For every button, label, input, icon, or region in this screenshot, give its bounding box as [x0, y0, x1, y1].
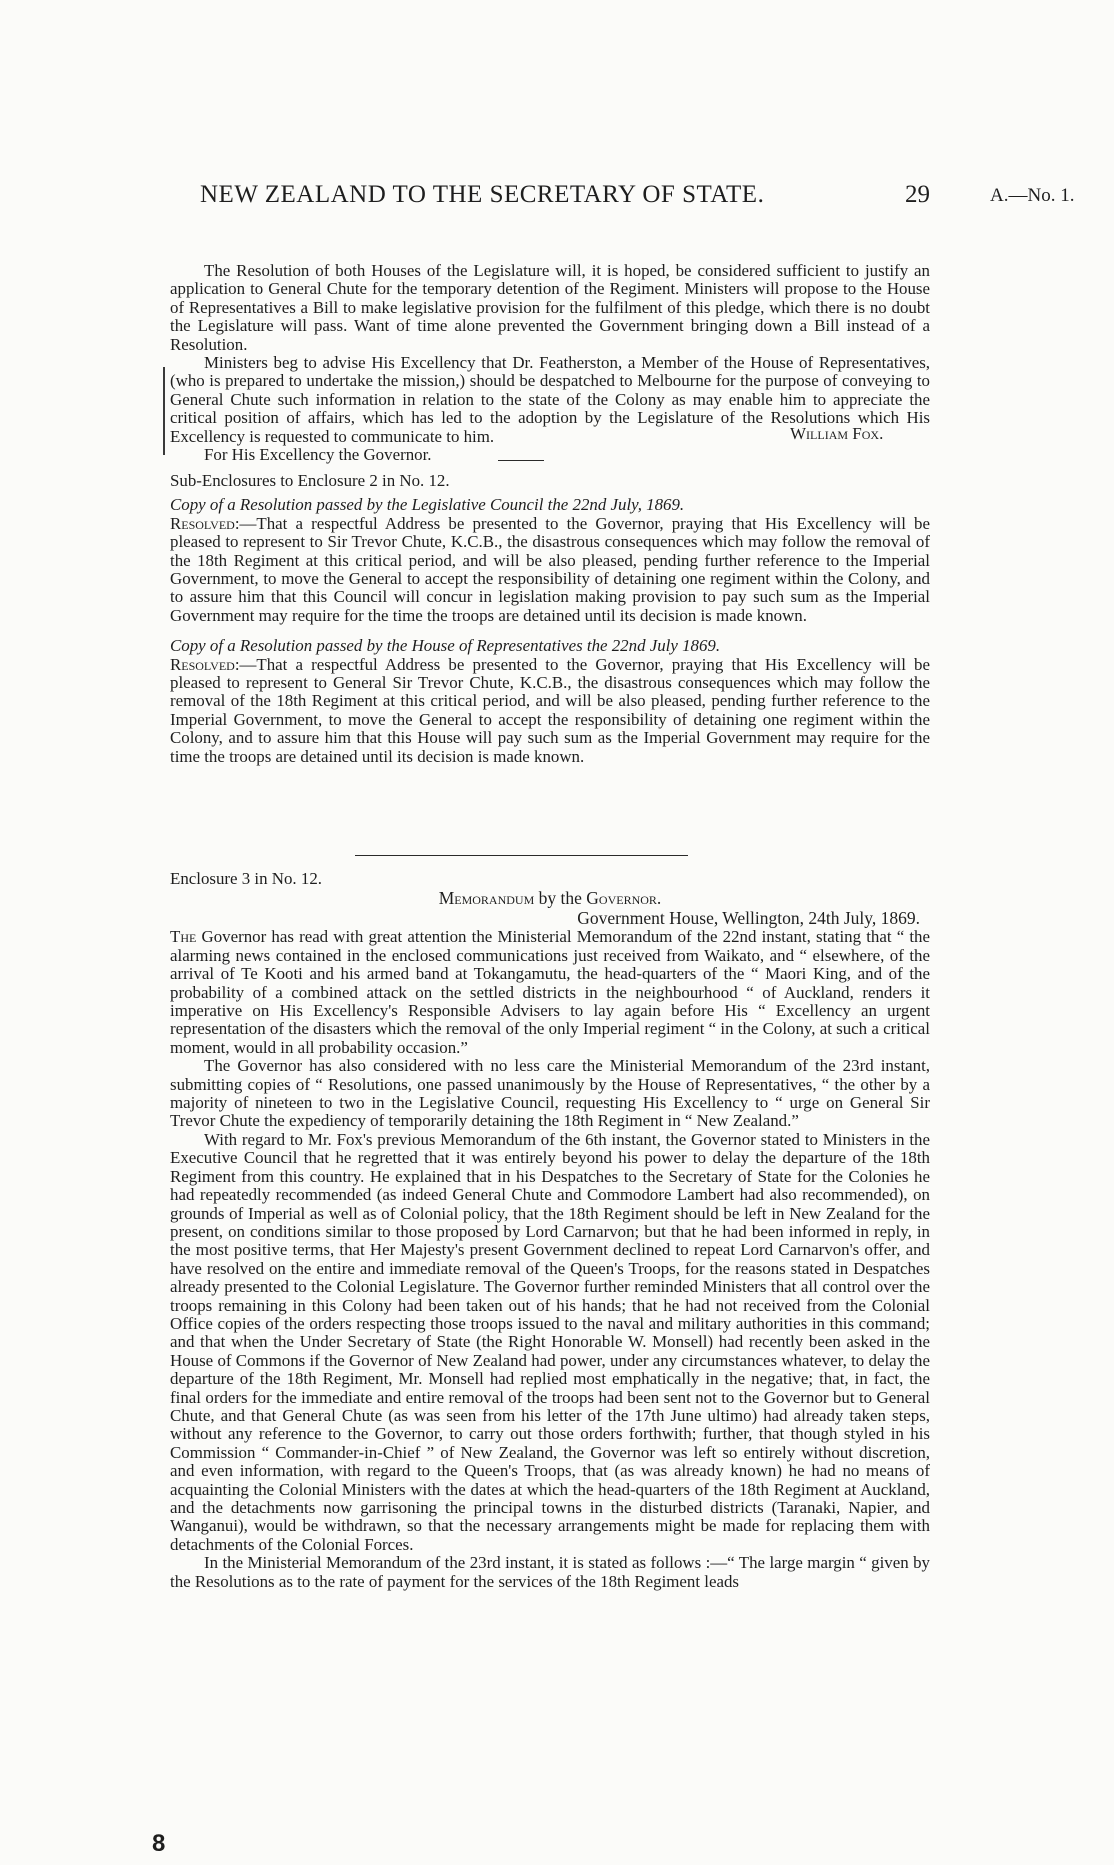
running-title: NEW ZEALAND TO THE SECRETARY OF STATE. [200, 181, 765, 208]
resolution-text: :—That a respectful Address be presented to the Governor, praying that His Excellency will be pleased to represent to Sir Trevor Chute, K.C.B., the disastrous consequences which may follow the removal of the 18th Regiment at this critical period, and will be also pleased, pending further reference to the Imperial Government, to move the General to accept the responsibility of detaining one regiment within the Colony, and to assure him that this Council will concur in legislation making provision to pay such sum as the Imperial Government may require for the time the troops are detained until its decision is made known. [170, 513, 930, 625]
enclosure3 [170, 870, 930, 1591]
memo-by: by the [538, 888, 582, 909]
resolved-label: Resolved [170, 513, 235, 533]
for-line: For His Excellency the Governor. [204, 445, 432, 465]
resolved-label: Resolved [170, 654, 235, 674]
memo-label: Memorandum [438, 888, 535, 909]
council-resolution [170, 515, 930, 625]
signature-mark: 8 [152, 1830, 166, 1857]
house-resolution-title: Copy of a Resolution passed by the House of Representatives the 22nd July 1869. [170, 636, 721, 656]
section-heading: Sub-Enclosures to Enclosure 2 in No. 12. [170, 471, 450, 490]
paragraph-text: Governor has read with great attention the Ministerial Memorandum of the 22nd instant, stating that “ the alarming news contained in the enclosed communications just received from Waikato, and “ elsewhere, of the arrival of Te Kooti and his armed band at Tokangamutu, the head-quarters of the “ Maori King, and of the probability of a combined attack on the settled districts in the neighbourhood “ of Auckland, renders it imperative on His Excellency's Responsible Advisers to lay again before His “ Excellency an urgent representation of the disasters which the removal of the only Imperial regiment “ in the Colony, at such a critical moment, would in all probability occasion.” [170, 927, 930, 1057]
council-resolution-title: Copy of a Resolution passed by the Legislative Council the 22nd July, 1869. [170, 495, 685, 515]
paragraph: The Governor has also considered with no less care the Ministerial Memorandum of the 23rd instant, submitting copies of “ Resolutions, one passed unanimously by the House of Representatives, “ the other by a majority of nineteen to two in the Legislative Council, requesting His Excellency to “ urge on General Sir Trevor Chute the expediency of temporarily detaining the 18th Regiment in “ New Zealand.” [170, 1056, 930, 1131]
paragraph: The Resolution of both Houses of the Legislature will, it is hoped, be considered sufficient to justify an application to General Chute for the temporary detention of the Regiment. Ministers will propose to the House of Representatives a Bill to make legislative provision for the fulfilment of this pledge, which there is no doubt the Legislature will pass. Want of time alone prevented the Government bringing down a Bill instead of a Resolution. [170, 261, 930, 354]
dateline: Government House, Wellington, 24th July, 1869. [577, 908, 920, 929]
signature: William Fox. [790, 424, 884, 443]
house-resolution [170, 656, 930, 766]
page-number: 29 [905, 181, 930, 208]
divider [498, 460, 544, 461]
lead-word: The [170, 927, 197, 947]
paper-reference: A.—No. 1. [990, 185, 1075, 206]
memorandum-line [170, 888, 930, 908]
margin-bar [163, 367, 165, 455]
paragraph: In the Ministerial Memorandum of the 23rd instant, it is stated as follows :—“ The large margin “ given by the Resolutions as to the rate of payment for the services of the 18th Regiment leads [170, 1553, 930, 1591]
section-heading: Enclosure 3 in No. 12. [170, 869, 322, 888]
divider [355, 855, 688, 856]
sub-enclosures [170, 472, 930, 766]
paragraph: Ministers beg to advise His Excellency that Dr. Featherston, a Member of the House of Representatives, (who is prepared to undertake the mission,) should be despatched to Melbourne for the purpose of conveying to General Chute such information in relation to the state of the Colony as may enable him to appreciate the critical position of affairs, which has led to the adoption by the Legislature of the Resolutions which His Excellency is requested to communicate to him. [170, 353, 930, 446]
resolution-text: :—That a respectful Address be presented to the Governor, praying that His Excellency will be pleased to represent to General Sir Trevor Chute, K.C.B., the disastrous consequences which may follow the removal of the 18th Regiment at this critical period, and will be also pleased, pending further reference to the Imperial Government, to move the General to accept the responsibility of detaining one regiment within the Colony, and to assure him that this House will pay such sum as the Imperial Government may require for the time the troops are detained until its decision is made known. [170, 654, 930, 766]
memo-author: Governor. [586, 888, 662, 909]
paragraph: With regard to Mr. Fox's previous Memorandum of the 6th instant, the Governor stated to Ministers in the Executive Council that he regretted that it was entirely beyond his power to delay the departure of the 18th Regiment from this country. He explained that in his Despatches to the Secretary of State for the Colonies he had repeatedly recommended (as indeed General Chute and Commodore Lambert had also recommended), on grounds of Imperial as well as of Colonial policy, that the 18th Regiment should be left in New Zealand for the present, on conditions similar to those proposed by Lord Carnarvon; but that he had been informed in reply, in the most positive terms, that Her Majesty's present Government declined to repeat Lord Carnarvon's offer, and have resolved on the entire and immediate removal of the Queen's Troops, for the reasons stated in Despatches already presented to the Colonial Legislature. The Governor further reminded Ministers that all control over the troops remaining in this Colony had been taken out of his hands; that he had not received from the Colonial Office copies of the orders respecting those troops issued to the naval and military authorities in this command; and that when the Under Secretary of State (the Right Honorable W. Monsell) had recently been asked in the House of Commons if the Governor of New Zealand had power, under any circumstances whatever, to delay the departure of the 18th Regiment, Mr. Monsell had replied most emphatically in the negative; that, in fact, the final orders for the immediate and entire removal of the troops had been sent not to the Governor but to General Chute, and that General Chute (as was seen from his letter of the 17th June ultimo) had already taken steps, without any reference to the Governor, to carry out those orders forthwith; further, that though styled in his Commission “ Commander-in-Chief ” of New Zealand, the Governor was left so entirely without discretion, and even information, with regard to the Queen's Troops, that (as was already known) he had no means of acquainting the Colonial Ministers with the dates at which the head-quarters of the 18th Regiment at Auckland, and the detachments now garrisoning the principal towns in the disturbed districts (Taranaki, Napier, and Wanganui), would be withdrawn, so that the necessary arrangements might be made for replacing them with detachments of the Colonial Forces. [170, 1129, 930, 1554]
paragraph [170, 928, 930, 1057]
